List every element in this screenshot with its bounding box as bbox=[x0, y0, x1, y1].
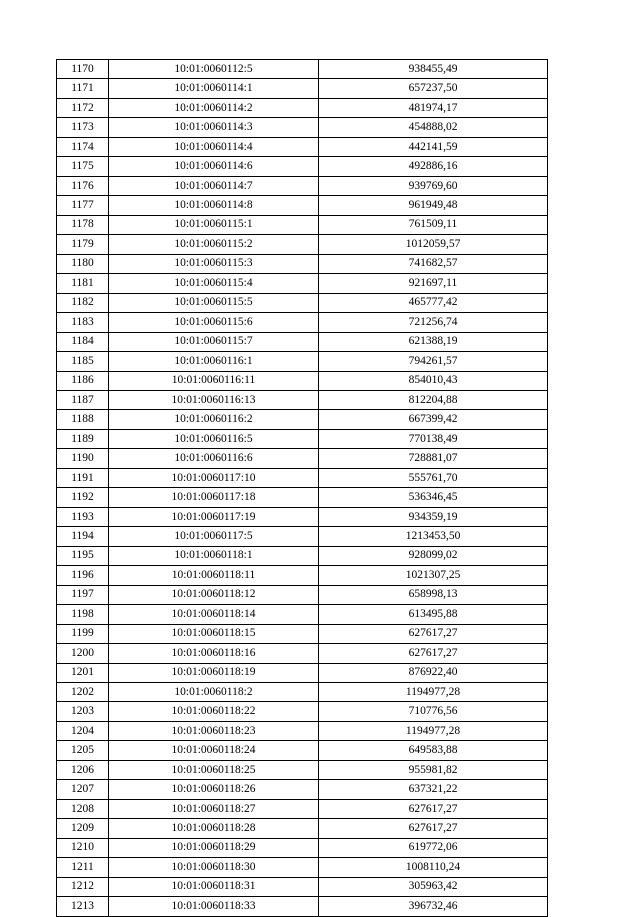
table-row bbox=[57, 605, 548, 624]
row-number-cell: 1189 bbox=[57, 429, 109, 448]
table-row bbox=[57, 819, 548, 838]
row-number-cell: 1203 bbox=[57, 702, 109, 721]
table-row bbox=[57, 274, 548, 293]
table-row bbox=[57, 702, 548, 721]
cadastral-number-cell: 10:01:0060115:2 bbox=[109, 235, 319, 254]
cadastral-number-cell: 10:01:0060114:3 bbox=[109, 118, 319, 137]
cadastral-value-cell: 1008110,24 bbox=[319, 858, 548, 877]
cadastral-value-cell: 627617,27 bbox=[319, 624, 548, 643]
cadastral-number-cell: 10:01:0060118:15 bbox=[109, 624, 319, 643]
cadastral-value-cell: 627617,27 bbox=[319, 644, 548, 663]
cadastral-value-cell: 442141,59 bbox=[319, 137, 548, 156]
cadastral-number-cell: 10:01:0060116:11 bbox=[109, 371, 319, 390]
cadastral-value-cell: 619772,06 bbox=[319, 838, 548, 857]
table-row bbox=[57, 799, 548, 818]
table-row bbox=[57, 780, 548, 799]
table-row bbox=[57, 585, 548, 604]
table-row bbox=[57, 371, 548, 390]
cadastral-number-cell: 10:01:0060117:19 bbox=[109, 507, 319, 526]
cadastral-value-cell: 657237,50 bbox=[319, 79, 548, 98]
row-number-cell: 1211 bbox=[57, 858, 109, 877]
cadastral-number-cell: 10:01:0060118:19 bbox=[109, 663, 319, 682]
cadastral-number-cell: 10:01:0060118:12 bbox=[109, 585, 319, 604]
cadastral-value-cell: 613495,88 bbox=[319, 605, 548, 624]
table-row bbox=[57, 235, 548, 254]
cadastral-number-cell: 10:01:0060118:25 bbox=[109, 760, 319, 779]
row-number-cell: 1177 bbox=[57, 196, 109, 215]
cadastral-value-cell: 934359,19 bbox=[319, 507, 548, 526]
cadastral-value-cell: 876922,40 bbox=[319, 663, 548, 682]
table-row bbox=[57, 157, 548, 176]
row-number-cell: 1201 bbox=[57, 663, 109, 682]
table-row bbox=[57, 410, 548, 429]
row-number-cell: 1196 bbox=[57, 566, 109, 585]
table-row bbox=[57, 624, 548, 643]
cadastral-number-cell: 10:01:0060117:18 bbox=[109, 488, 319, 507]
cadastral-value-cell: 854010,43 bbox=[319, 371, 548, 390]
cadastral-number-cell: 10:01:0060114:2 bbox=[109, 98, 319, 117]
row-number-cell: 1172 bbox=[57, 98, 109, 117]
cadastral-number-cell: 10:01:0060118:2 bbox=[109, 683, 319, 702]
table-body bbox=[57, 60, 548, 917]
cadastral-number-cell: 10:01:0060116:5 bbox=[109, 429, 319, 448]
row-number-cell: 1184 bbox=[57, 332, 109, 351]
cadastral-number-cell: 10:01:0060118:23 bbox=[109, 721, 319, 740]
cadastral-number-cell: 10:01:0060117:5 bbox=[109, 527, 319, 546]
table-row bbox=[57, 60, 548, 79]
cadastral-number-cell: 10:01:0060118:28 bbox=[109, 819, 319, 838]
cadastral-value-cell: 667399,42 bbox=[319, 410, 548, 429]
cadastral-value-cell: 555761,70 bbox=[319, 468, 548, 487]
cadastral-number-cell: 10:01:0060118:11 bbox=[109, 566, 319, 585]
table-row bbox=[57, 429, 548, 448]
cadastral-value-cell: 1194977,28 bbox=[319, 721, 548, 740]
table-row bbox=[57, 176, 548, 195]
row-number-cell: 1194 bbox=[57, 527, 109, 546]
table-row bbox=[57, 118, 548, 137]
cadastral-number-cell: 10:01:0060116:6 bbox=[109, 449, 319, 468]
cadastral-number-cell: 10:01:0060112:5 bbox=[109, 60, 319, 79]
table-row bbox=[57, 352, 548, 371]
table-row bbox=[57, 507, 548, 526]
row-number-cell: 1185 bbox=[57, 352, 109, 371]
row-number-cell: 1198 bbox=[57, 605, 109, 624]
row-number-cell: 1190 bbox=[57, 449, 109, 468]
cadastral-number-cell: 10:01:0060114:7 bbox=[109, 176, 319, 195]
row-number-cell: 1200 bbox=[57, 644, 109, 663]
cadastral-number-cell: 10:01:0060118:16 bbox=[109, 644, 319, 663]
row-number-cell: 1208 bbox=[57, 799, 109, 818]
cadastral-value-cell: 770138,49 bbox=[319, 429, 548, 448]
cadastral-value-cell: 710776,56 bbox=[319, 702, 548, 721]
row-number-cell: 1182 bbox=[57, 293, 109, 312]
cadastral-number-cell: 10:01:0060114:4 bbox=[109, 137, 319, 156]
table-row bbox=[57, 196, 548, 215]
cadastral-value-cell: 658998,13 bbox=[319, 585, 548, 604]
cadastral-value-cell: 928099,02 bbox=[319, 546, 548, 565]
cadastral-value-cell: 627617,27 bbox=[319, 819, 548, 838]
cadastral-value-cell: 305963,42 bbox=[319, 877, 548, 896]
cadastral-number-cell: 10:01:0060115:1 bbox=[109, 215, 319, 234]
row-number-cell: 1174 bbox=[57, 137, 109, 156]
row-number-cell: 1195 bbox=[57, 546, 109, 565]
cadastral-number-cell: 10:01:0060118:26 bbox=[109, 780, 319, 799]
table-row bbox=[57, 98, 548, 117]
cadastral-value-table bbox=[56, 59, 548, 917]
row-number-cell: 1175 bbox=[57, 157, 109, 176]
cadastral-value-cell: 396732,46 bbox=[319, 897, 548, 916]
cadastral-number-cell: 10:01:0060117:10 bbox=[109, 468, 319, 487]
table-row bbox=[57, 546, 548, 565]
table-row bbox=[57, 721, 548, 740]
table-row bbox=[57, 332, 548, 351]
cadastral-value-cell: 955981,82 bbox=[319, 760, 548, 779]
row-number-cell: 1213 bbox=[57, 897, 109, 916]
row-number-cell: 1204 bbox=[57, 721, 109, 740]
cadastral-value-cell: 812204,88 bbox=[319, 390, 548, 409]
cadastral-value-cell: 492886,16 bbox=[319, 157, 548, 176]
cadastral-number-cell: 10:01:0060118:14 bbox=[109, 605, 319, 624]
cadastral-value-cell: 536346,45 bbox=[319, 488, 548, 507]
row-number-cell: 1171 bbox=[57, 79, 109, 98]
cadastral-number-cell: 10:01:0060118:22 bbox=[109, 702, 319, 721]
cadastral-number-cell: 10:01:0060118:27 bbox=[109, 799, 319, 818]
cadastral-number-cell: 10:01:0060116:2 bbox=[109, 410, 319, 429]
cadastral-value-cell: 721256,74 bbox=[319, 313, 548, 332]
cadastral-number-cell: 10:01:0060115:3 bbox=[109, 254, 319, 273]
cadastral-value-cell: 1213453,50 bbox=[319, 527, 548, 546]
row-number-cell: 1179 bbox=[57, 235, 109, 254]
table-row bbox=[57, 838, 548, 857]
cadastral-number-cell: 10:01:0060118:29 bbox=[109, 838, 319, 857]
cadastral-value-cell: 465777,42 bbox=[319, 293, 548, 312]
table-row bbox=[57, 858, 548, 877]
row-number-cell: 1176 bbox=[57, 176, 109, 195]
row-number-cell: 1199 bbox=[57, 624, 109, 643]
table-row bbox=[57, 215, 548, 234]
row-number-cell: 1180 bbox=[57, 254, 109, 273]
cadastral-number-cell: 10:01:0060118:24 bbox=[109, 741, 319, 760]
row-number-cell: 1205 bbox=[57, 741, 109, 760]
table-row bbox=[57, 254, 548, 273]
row-number-cell: 1210 bbox=[57, 838, 109, 857]
cadastral-value-cell: 649583,88 bbox=[319, 741, 548, 760]
row-number-cell: 1188 bbox=[57, 410, 109, 429]
table-row bbox=[57, 293, 548, 312]
table-row bbox=[57, 566, 548, 585]
row-number-cell: 1212 bbox=[57, 877, 109, 896]
table-row bbox=[57, 683, 548, 702]
cadastral-number-cell: 10:01:0060115:5 bbox=[109, 293, 319, 312]
row-number-cell: 1170 bbox=[57, 60, 109, 79]
cadastral-number-cell: 10:01:0060114:6 bbox=[109, 157, 319, 176]
cadastral-value-cell: 938455,49 bbox=[319, 60, 548, 79]
row-number-cell: 1193 bbox=[57, 507, 109, 526]
table-row bbox=[57, 527, 548, 546]
cadastral-number-cell: 10:01:0060118:1 bbox=[109, 546, 319, 565]
table-row bbox=[57, 313, 548, 332]
cadastral-value-cell: 454888,02 bbox=[319, 118, 548, 137]
cadastral-value-cell: 637321,22 bbox=[319, 780, 548, 799]
row-number-cell: 1173 bbox=[57, 118, 109, 137]
table-row bbox=[57, 897, 548, 916]
row-number-cell: 1178 bbox=[57, 215, 109, 234]
cadastral-value-cell: 794261,57 bbox=[319, 352, 548, 371]
row-number-cell: 1192 bbox=[57, 488, 109, 507]
table-row bbox=[57, 760, 548, 779]
cadastral-value-cell: 961949,48 bbox=[319, 196, 548, 215]
row-number-cell: 1181 bbox=[57, 274, 109, 293]
cadastral-value-cell: 621388,19 bbox=[319, 332, 548, 351]
cadastral-number-cell: 10:01:0060115:4 bbox=[109, 274, 319, 293]
table-row bbox=[57, 741, 548, 760]
table-row bbox=[57, 663, 548, 682]
cadastral-number-cell: 10:01:0060118:33 bbox=[109, 897, 319, 916]
table-row bbox=[57, 644, 548, 663]
cadastral-number-cell: 10:01:0060115:7 bbox=[109, 332, 319, 351]
table-row bbox=[57, 468, 548, 487]
row-number-cell: 1209 bbox=[57, 819, 109, 838]
cadastral-value-cell: 728881,07 bbox=[319, 449, 548, 468]
table-row bbox=[57, 137, 548, 156]
cadastral-value-cell: 1012059,57 bbox=[319, 235, 548, 254]
cadastral-number-cell: 10:01:0060114:8 bbox=[109, 196, 319, 215]
row-number-cell: 1207 bbox=[57, 780, 109, 799]
cadastral-value-cell: 481974,17 bbox=[319, 98, 548, 117]
cadastral-number-cell: 10:01:0060116:13 bbox=[109, 390, 319, 409]
cadastral-value-cell: 939769,60 bbox=[319, 176, 548, 195]
table-row bbox=[57, 488, 548, 507]
cadastral-value-cell: 1194977,28 bbox=[319, 683, 548, 702]
cadastral-number-cell: 10:01:0060118:31 bbox=[109, 877, 319, 896]
row-number-cell: 1191 bbox=[57, 468, 109, 487]
cadastral-value-cell: 741682,57 bbox=[319, 254, 548, 273]
cadastral-number-cell: 10:01:0060115:6 bbox=[109, 313, 319, 332]
row-number-cell: 1186 bbox=[57, 371, 109, 390]
cadastral-number-cell: 10:01:0060118:30 bbox=[109, 858, 319, 877]
cadastral-value-cell: 761509,11 bbox=[319, 215, 548, 234]
table-row bbox=[57, 877, 548, 896]
row-number-cell: 1183 bbox=[57, 313, 109, 332]
row-number-cell: 1197 bbox=[57, 585, 109, 604]
cadastral-value-cell: 1021307,25 bbox=[319, 566, 548, 585]
table-row bbox=[57, 449, 548, 468]
cadastral-number-cell: 10:01:0060114:1 bbox=[109, 79, 319, 98]
cadastral-number-cell: 10:01:0060116:1 bbox=[109, 352, 319, 371]
cadastral-value-cell: 921697,11 bbox=[319, 274, 548, 293]
row-number-cell: 1206 bbox=[57, 760, 109, 779]
table-row bbox=[57, 79, 548, 98]
table-row bbox=[57, 390, 548, 409]
row-number-cell: 1202 bbox=[57, 683, 109, 702]
row-number-cell: 1187 bbox=[57, 390, 109, 409]
cadastral-value-cell: 627617,27 bbox=[319, 799, 548, 818]
